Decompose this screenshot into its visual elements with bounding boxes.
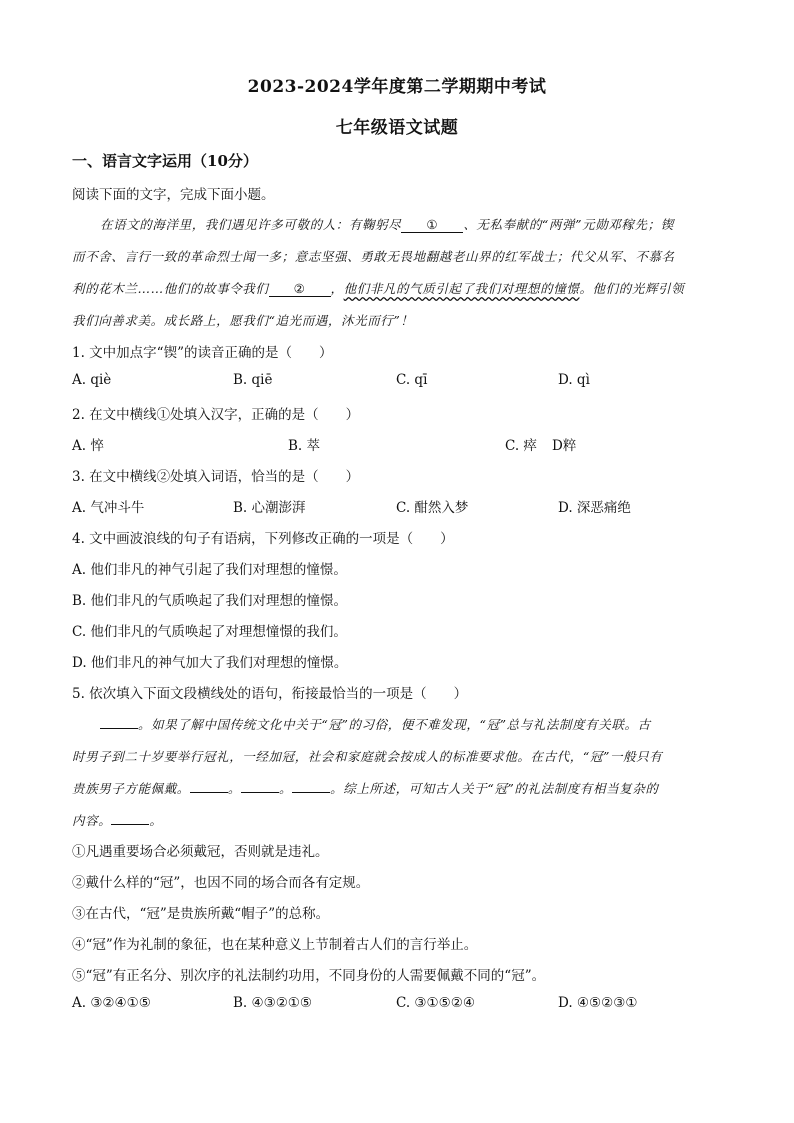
- q5-option-a: A. ③②④①⑤: [72, 995, 151, 1011]
- q3-option-a: A. 气冲斗牛: [72, 500, 145, 516]
- q5-sentence-4: ④“冠”作为礼制的象征，也在某种意义上节制着古人们的言行举止。: [72, 937, 478, 953]
- q3-option-b: B. 心潮澎湃: [233, 500, 306, 516]
- passage2-text: 贵族男子方能佩戴。: [72, 781, 190, 796]
- passage2-text: 。: [227, 781, 242, 796]
- q2-option-c: C. 瘁: [505, 438, 537, 454]
- q1-option-b: B. qiē: [233, 372, 273, 388]
- q1-option-d: D. qì: [558, 372, 590, 388]
- q2-option-a: A. 悴: [72, 438, 104, 454]
- q5-option-c: C. ③①⑤②④: [396, 995, 475, 1011]
- passage1-line3: [72, 279, 722, 297]
- q1-option-a: A. qiè: [72, 372, 112, 388]
- q5-option-b: B. ④③②①⑤: [233, 995, 313, 1011]
- q3-option-c: C. 酣然入梦: [396, 500, 469, 516]
- question-1-stem: 1. 文中加点字“锲”的读音正确的是（ ）: [72, 345, 333, 361]
- q1-option-c: C. qī: [396, 372, 428, 388]
- blank-1: ①: [401, 218, 463, 233]
- question-4-stem: 4. 文中画波浪线的句子有语病，下列修改正确的一项是（ ）: [72, 531, 454, 547]
- passage1-text: ，: [330, 281, 344, 296]
- q4-option-c: C. 他们非凡的气质唤起了对理想憧憬的我们。: [72, 624, 347, 640]
- q5-sentence-3: ③在古代，“冠”是贵族所戴“帽子”的总称。: [72, 906, 330, 922]
- blank-q5-2: [190, 792, 228, 793]
- passage1-text: 利的花木兰……他们的故事令我们: [72, 281, 269, 296]
- section-heading: 一、语言文字运用（10分）: [72, 152, 258, 170]
- question-2-stem: 2. 在文中横线①处填入汉字，正确的是（ ）: [72, 407, 360, 423]
- blank-q5-5: [111, 824, 149, 825]
- passage2-text: 。: [279, 781, 293, 796]
- exam-subtitle: 七年级语文试题: [335, 118, 459, 138]
- passage2-line4: [72, 811, 722, 829]
- q5-sentence-5: ⑤“冠”有正名分、别次序的礼法制约功用，不同身份的人需要佩戴不同的“冠”。: [72, 968, 546, 984]
- passage2-text: 。: [149, 813, 163, 828]
- q4-option-d: D. 他们非凡的神气加大了我们对理想的憧憬。: [72, 655, 348, 671]
- passage2-line2: 时男子到二十岁要举行冠礼，一经加冠，社会和家庭就会按成人的标准要求他。在古代，“冠”一般只有: [72, 749, 663, 764]
- q2-option-d: D粹: [552, 438, 577, 454]
- passage2-text: 。综上所述，可知古人关于“冠”的礼法制度有相当复杂的: [330, 781, 659, 796]
- passage2-text: 。如果了解中国传统文化中关于“冠”的习俗，便不难发现，“冠”总与礼法制度有关联。古: [138, 717, 651, 732]
- passage2-line3: [72, 779, 722, 797]
- passage1-text: 、无私奉献的“两弹”元勋邓稼先；锲: [463, 217, 674, 232]
- q2-option-b: B. 萃: [288, 438, 321, 454]
- passage1-text: 。他们的光辉引领: [579, 281, 685, 296]
- blank-q5-3: [241, 792, 279, 793]
- question-5-stem: 5. 依次填入下面文段横线处的语句，衔接最恰当的一项是（ ）: [72, 686, 468, 702]
- passage1-line2: 而不舍、言行一致的革命烈士闻一多；意志坚强、勇敢无畏地翻越老山界的红军战士；代父从军、不慕名: [72, 249, 675, 264]
- passage1-line4: 我们向善求美。成长路上，愿我们“追光而遇，沐光而行”！: [72, 313, 414, 328]
- q5-sentence-2: ②戴什么样的“冠”，也因不同的场合而各有定规。: [72, 875, 370, 891]
- exam-title: 2023-2024学年度第二学期期中考试: [247, 77, 547, 97]
- blank-2: ②: [269, 282, 331, 297]
- passage2-line1: [100, 715, 750, 733]
- q5-sentence-1: ①凡遇重要场合必须戴冠，否则就是违礼。: [72, 844, 329, 860]
- instruction: 阅读下面的文字，完成下面小题。: [72, 187, 275, 203]
- q4-option-a: A. 他们非凡的神气引起了我们对理想的憧憬。: [72, 562, 347, 578]
- question-3-stem: 3. 在文中横线②处填入词语，恰当的是（ ）: [72, 469, 360, 485]
- passage1-text: 在语文的海洋里，我们遇见许多可敬的人：有鞠躬尽: [100, 217, 402, 232]
- q4-option-b: B. 他们非凡的气质唤起了我们对理想的憧憬。: [72, 593, 348, 609]
- wavy-underlined-sentence: 他们非凡的气质引起了我们对理想的憧憬: [343, 281, 580, 296]
- q3-option-d: D. 深恶痛绝: [558, 500, 631, 516]
- passage2-text: 内容。: [72, 813, 112, 828]
- passage1-line1: [100, 215, 750, 233]
- blank-q5-1: [100, 728, 138, 729]
- blank-q5-4: [292, 792, 330, 793]
- q5-option-d: D. ④⑤②③①: [558, 995, 638, 1011]
